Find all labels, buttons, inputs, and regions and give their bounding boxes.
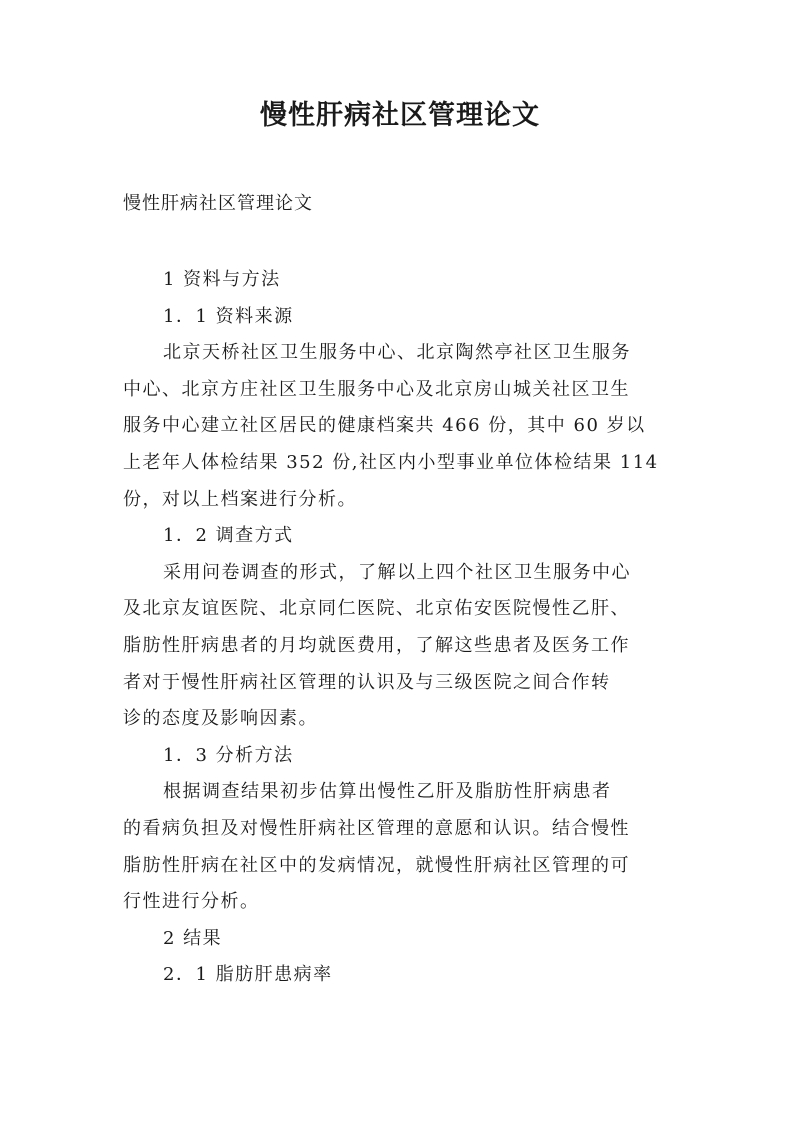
section-heading-2-1: 2．1 脂肪肝患病率 [163, 964, 333, 986]
paragraph-line: 行性进行分析。 [123, 891, 260, 913]
paragraph-line: 北京天桥社区卫生服务中心、北京陶然亭社区卫生服务 [163, 342, 631, 364]
page-title: 慢性肝病社区管理论文 [260, 100, 540, 131]
paragraph-analysis-method [123, 774, 683, 920]
section-heading-2: 2 结果 [163, 927, 223, 949]
paragraph-line: 脂肪性肝病在社区中的发病情况，就慢性肝病社区管理的可 [123, 854, 630, 876]
paragraph-line: 中心、北京方庄社区卫生服务中心及北京房山城关社区卫生 [123, 378, 630, 400]
paragraph-line: 及北京友谊医院、北京同仁医院、北京佑安医院慢性乙肝、 [123, 598, 630, 620]
paragraph-line: 份，对以上档案进行分析。 [123, 488, 357, 510]
section-heading-1-3: 1．3 分析方法 [163, 744, 294, 766]
paragraph-line: 脂肪性肝病患者的月均就医费用，了解这些患者及医务工作 [123, 634, 630, 656]
paragraph-line: 上老年人体检结果 352 份,社区内小型事业单位体检结果 114 [123, 451, 659, 473]
paragraph-line: 采用问卷调查的形式，了解以上四个社区卫生服务中心 [163, 561, 631, 583]
section-heading-1-2: 1．2 调查方式 [163, 525, 294, 547]
paragraph-line: 服务中心建立社区居民的健康档案共 466 份，其中 60 岁以 [123, 415, 646, 437]
document-body [123, 262, 683, 994]
paragraph-line: 者对于慢性肝病社区管理的认识及与三级医院之间合作转 [123, 671, 611, 693]
document-subtitle: 慢性肝病社区管理论文 [123, 193, 313, 214]
paragraph-line: 的看病负担及对慢性肝病社区管理的意愿和认识。结合慢性 [123, 817, 630, 839]
section-heading-1: 1 资料与方法 [163, 269, 281, 290]
section-heading-1-1: 1．1 资料来源 [163, 305, 294, 327]
paragraph-line: 诊的态度及影响因素。 [123, 708, 318, 730]
paragraph-survey-method [123, 555, 683, 738]
paragraph-data-source [123, 335, 683, 518]
paragraph-line: 根据调查结果初步估算出慢性乙肝及脂肪性肝病患者 [163, 781, 612, 803]
